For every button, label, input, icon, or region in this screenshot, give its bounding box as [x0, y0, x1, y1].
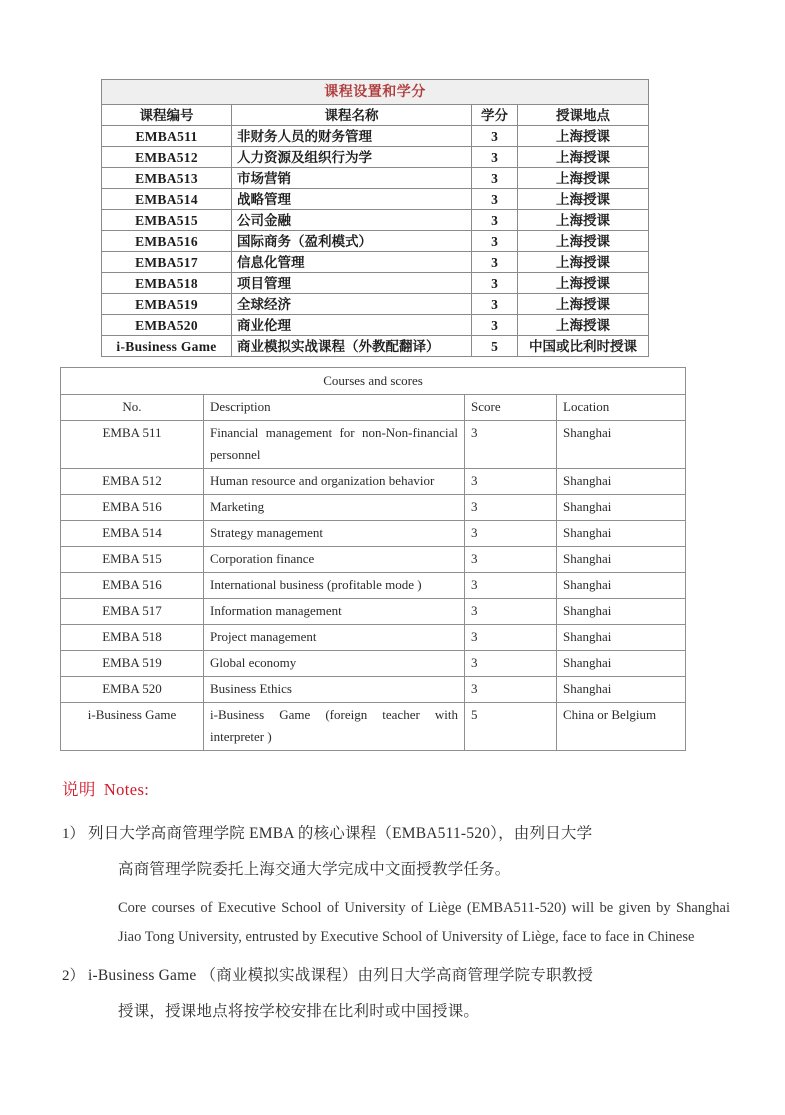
- course-name: 商业伦理: [232, 315, 472, 336]
- course-description: International business (profitable mode ): [204, 573, 465, 599]
- course-location: Shanghai: [557, 521, 686, 547]
- table-row: [61, 651, 686, 677]
- course-score: 3: [472, 189, 518, 210]
- course-location: 上海授课: [518, 315, 649, 336]
- course-no: EMBA517: [102, 252, 232, 273]
- course-score: 3: [472, 231, 518, 252]
- course-location: Shanghai: [557, 625, 686, 651]
- english-header-description: Description: [204, 395, 465, 421]
- note-item-2: [60, 958, 750, 1030]
- chinese-course-table: [101, 79, 649, 357]
- notes-section: [60, 776, 750, 1032]
- chinese-course-table-container: [101, 79, 648, 357]
- note-2-chinese: [88, 958, 750, 1030]
- course-description: Human resource and organization behavior: [204, 469, 465, 495]
- course-description: Business Ethics: [204, 677, 465, 703]
- note-1-chinese: [88, 816, 750, 888]
- note-2-cn-line1: i-Business Game （商业模拟实战课程）由列日大学高商管理学院专职教授: [88, 967, 594, 984]
- english-header-location: Location: [557, 395, 686, 421]
- note-marker: 1）: [62, 826, 85, 842]
- course-location: Shanghai: [557, 599, 686, 625]
- course-description: Corporation finance: [204, 547, 465, 573]
- course-no: EMBA514: [102, 189, 232, 210]
- course-name: 人力资源及组织行为学: [232, 147, 472, 168]
- course-score: 3: [472, 168, 518, 189]
- course-description: i-Business Game (foreign teacher with interpreter ): [204, 703, 465, 751]
- course-no: EMBA 512: [61, 469, 204, 495]
- course-no: EMBA519: [102, 294, 232, 315]
- course-no: EMBA518: [102, 273, 232, 294]
- course-no: EMBA513: [102, 168, 232, 189]
- chinese-header-location: 授课地点: [518, 105, 649, 126]
- course-no: EMBA516: [102, 231, 232, 252]
- course-name: 公司金融: [232, 210, 472, 231]
- course-score: 3: [465, 625, 557, 651]
- course-location: Shanghai: [557, 421, 686, 469]
- course-score: 5: [465, 703, 557, 751]
- table-row: [61, 495, 686, 521]
- course-no: EMBA511: [102, 126, 232, 147]
- course-name: 全球经济: [232, 294, 472, 315]
- table-row: [102, 126, 649, 147]
- table-row: [61, 573, 686, 599]
- chinese-table-title: 课程设置和学分: [102, 80, 649, 105]
- course-score: 3: [472, 273, 518, 294]
- chinese-header-name: 课程名称: [232, 105, 472, 126]
- course-location: 上海授课: [518, 294, 649, 315]
- course-description: Project management: [204, 625, 465, 651]
- course-location: 上海授课: [518, 168, 649, 189]
- course-score: 3: [472, 210, 518, 231]
- english-header-score: Score: [465, 395, 557, 421]
- course-location: Shanghai: [557, 547, 686, 573]
- course-no: EMBA 519: [61, 651, 204, 677]
- course-score: 3: [465, 651, 557, 677]
- course-score: 3: [472, 147, 518, 168]
- course-no: EMBA 518: [61, 625, 204, 651]
- course-no: EMBA 514: [61, 521, 204, 547]
- course-name: 项目管理: [232, 273, 472, 294]
- english-course-table: [60, 367, 686, 751]
- table-row: [102, 252, 649, 273]
- course-location: 上海授课: [518, 147, 649, 168]
- chinese-header-no: 课程编号: [102, 105, 232, 126]
- course-no: EMBA 516: [61, 573, 204, 599]
- table-row: [61, 625, 686, 651]
- course-no: EMBA 515: [61, 547, 204, 573]
- chinese-header-score: 学分: [472, 105, 518, 126]
- course-no: i-Business Game: [102, 336, 232, 357]
- table-row: [102, 210, 649, 231]
- course-location: 上海授课: [518, 210, 649, 231]
- note-1-cn-line1: 列日大学高商管理学院 EMBA 的核心课程（EMBA511-520），由列日大学: [88, 825, 593, 842]
- english-table-header-row: [61, 395, 686, 421]
- course-description: Strategy management: [204, 521, 465, 547]
- note-1-cn-line2: 高商管理学院委托上海交通大学完成中文面授教学任务。: [118, 861, 511, 878]
- course-no: EMBA520: [102, 315, 232, 336]
- course-no: i-Business Game: [61, 703, 204, 751]
- table-row: [61, 521, 686, 547]
- table-row: [61, 599, 686, 625]
- course-score: 3: [465, 495, 557, 521]
- course-location: Shanghai: [557, 469, 686, 495]
- table-row: [61, 421, 686, 469]
- english-header-no: No.: [61, 395, 204, 421]
- course-score: 3: [465, 547, 557, 573]
- course-score: 5: [472, 336, 518, 357]
- course-no: EMBA 516: [61, 495, 204, 521]
- course-location: China or Belgium: [557, 703, 686, 751]
- table-row: [61, 547, 686, 573]
- course-location: 上海授课: [518, 126, 649, 147]
- course-description: Information management: [204, 599, 465, 625]
- course-score: 3: [472, 294, 518, 315]
- table-row: [102, 189, 649, 210]
- table-row: [61, 703, 686, 751]
- notes-heading-cn: 说明: [62, 780, 96, 799]
- course-location: Shanghai: [557, 495, 686, 521]
- course-description: Financial management for non-Non-financial personnel: [204, 421, 465, 469]
- course-location: 上海授课: [518, 252, 649, 273]
- course-name: 商业模拟实战课程（外教配翻译）: [232, 336, 472, 357]
- table-row: [102, 336, 649, 357]
- note-marker: 2）: [62, 968, 85, 984]
- course-location: Shanghai: [557, 651, 686, 677]
- course-no: EMBA 520: [61, 677, 204, 703]
- course-score: 3: [465, 599, 557, 625]
- course-score: 3: [472, 315, 518, 336]
- notes-heading: [62, 776, 750, 800]
- chinese-table-title-row: [102, 80, 649, 105]
- table-row: [61, 677, 686, 703]
- course-score: 3: [465, 677, 557, 703]
- table-row: [102, 315, 649, 336]
- course-no: EMBA515: [102, 210, 232, 231]
- course-location: Shanghai: [557, 677, 686, 703]
- course-score: 3: [472, 126, 518, 147]
- course-name: 非财务人员的财务管理: [232, 126, 472, 147]
- course-description: Global economy: [204, 651, 465, 677]
- course-name: 信息化管理: [232, 252, 472, 273]
- course-description: Marketing: [204, 495, 465, 521]
- course-score: 3: [465, 421, 557, 469]
- course-name: 战略管理: [232, 189, 472, 210]
- table-row: [102, 147, 649, 168]
- course-name: 市场营销: [232, 168, 472, 189]
- english-table-title-row: [61, 368, 686, 395]
- course-score: 3: [465, 573, 557, 599]
- course-location: 中国或比利时授课: [518, 336, 649, 357]
- table-row: [61, 469, 686, 495]
- table-row: [102, 294, 649, 315]
- note-item-1: [60, 816, 750, 952]
- course-location: 上海授课: [518, 273, 649, 294]
- course-score: 3: [465, 521, 557, 547]
- course-location: 上海授课: [518, 231, 649, 252]
- english-course-table-container: [60, 367, 685, 751]
- course-no: EMBA 511: [61, 421, 204, 469]
- note-1-english: Core courses of Executive School of University of Liège (EMBA511-520) will be given by Shanghai Jiao Tong University, entrusted by Executive School of University of Liège, face to face in Chinese: [118, 900, 730, 945]
- english-table-title: Courses and scores: [61, 368, 686, 395]
- table-row: [102, 231, 649, 252]
- course-no: EMBA512: [102, 147, 232, 168]
- table-row: [102, 273, 649, 294]
- course-location: Shanghai: [557, 573, 686, 599]
- course-score: 3: [465, 469, 557, 495]
- course-name: 国际商务（盈利模式）: [232, 231, 472, 252]
- chinese-table-header-row: [102, 105, 649, 126]
- course-no: EMBA 517: [61, 599, 204, 625]
- course-location: 上海授课: [518, 189, 649, 210]
- notes-heading-en: Notes:: [103, 780, 150, 799]
- table-row: [102, 168, 649, 189]
- note-2-cn-line2: 授课，授课地点将按学校安排在比利时或中国授课。: [118, 1003, 480, 1020]
- course-score: 3: [472, 252, 518, 273]
